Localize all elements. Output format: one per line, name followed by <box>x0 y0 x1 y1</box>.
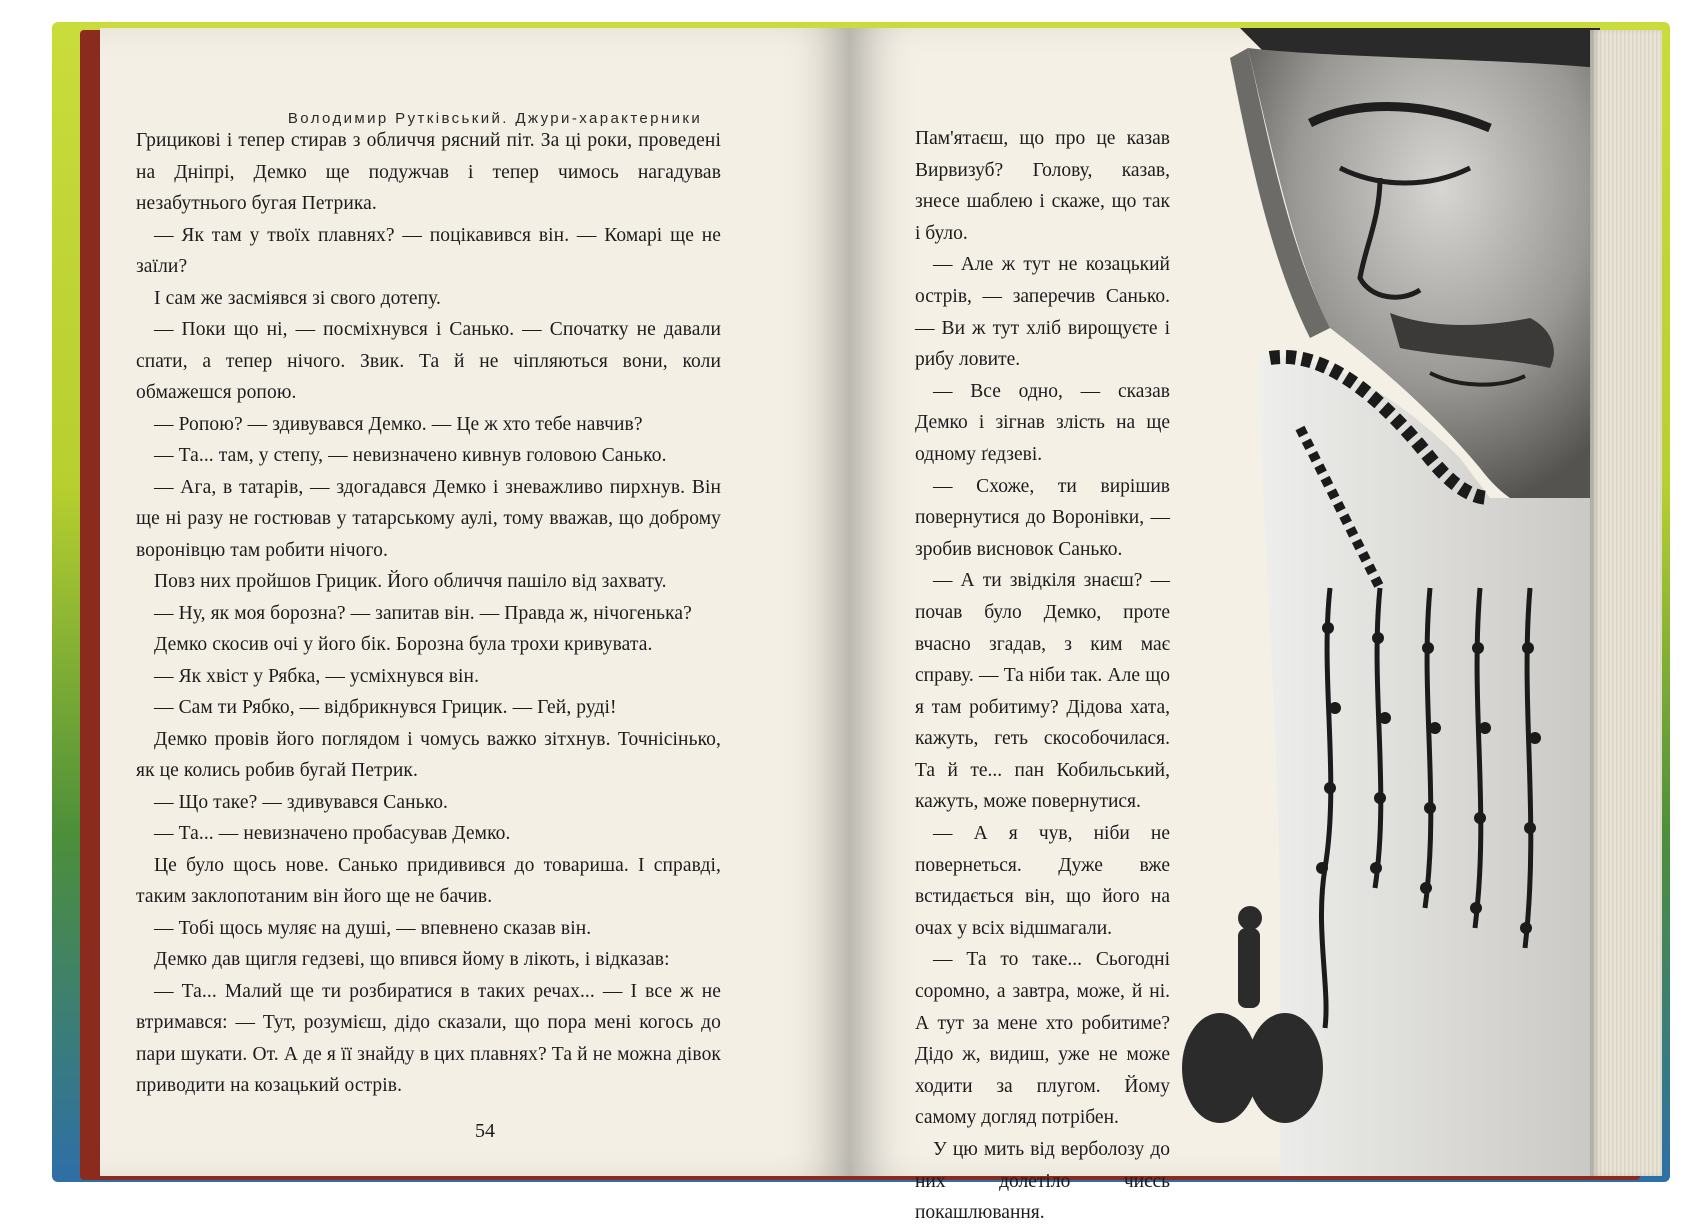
page-edges <box>1590 30 1662 1176</box>
paragraph: — Та... там, у степу, — невизначено кивнув головою Санько. <box>154 445 667 466</box>
paragraph: І сам же засміявся зі свого дотепу. <box>154 287 442 309</box>
page-number: 54 <box>475 1120 495 1142</box>
left-page-text <box>136 125 721 1102</box>
running-head: Володимир Рутківський. Джури-характерники <box>287 110 703 127</box>
paragraph: — Сам ти Рябко, — відбрикнувся Грицик. — Гей, руді! <box>154 697 617 718</box>
paragraph: Повз них пройшов Грицик. Його обличчя пашіло від захвату. <box>154 571 667 592</box>
paragraph: — Ну, як моя борозна? — запитав він. — Правда ж, нічогенька? <box>154 602 692 624</box>
paragraph: — Ропою? — здивувався Демко. — Це ж хто тебе навчив? <box>154 413 643 435</box>
paragraph: — А ти звідкіля знаєш? — почав було Демко, проте вчасно згадав, з ким має справу. — Та ніби так. Але що я там робитиму? Дідова хата, кажуть, геть скособочилася. Та й те... пан Кобильський, кажуть, може повернутися. <box>915 570 1170 813</box>
paragraph: Пам'ятаєш, що про це казав Вирвизуб? Голову, казав, знесе шаблею і скаже, що так і було. <box>915 128 1170 244</box>
paragraph: Демко провів його поглядом і чомусь важко зітхнув. Точнісінько, як це колись робив бугай Петрик. <box>136 728 721 781</box>
paragraph: — А я чув, ніби не повернеться. Дуже вже встидається він, що його на очах у всіх відшмагали. <box>915 823 1170 939</box>
paragraph: Демко дав щигля гедзеві, що впився йому в лікоть, і відказав: <box>154 949 670 970</box>
paragraph: У цю мить від верболозу до них долетіло чиєсь покашлювання. <box>915 1139 1170 1224</box>
paragraph: — Але ж тут не козацький острів, — заперечив Санько. — Ви ж тут хліб вирощуєте і рибу ловите. <box>915 254 1170 371</box>
cossack-illustration <box>1130 28 1600 1176</box>
paragraph: Грицикові і тепер стирав з обличчя рясний піт. За ці роки, проведені на Дніпрі, Демко ще подужчав і тепер чимось нагадував незабутнього бугая Петрика. <box>136 130 721 214</box>
paragraph: — Як хвіст у Рябка, — усміхнувся він. <box>154 665 480 687</box>
paragraph: — Та то таке... Сьогодні соромно, а завтра, може, й ні. А тут за мене хто робитиме? Дідо ж, видиш, уже не може ходити за плугом. Йому самому догляд потрібен. <box>915 949 1170 1129</box>
paragraph: — Ага, в татарів, — здогадався Демко і зневажливо пирхнув. Він ще ні разу не гостював у татарському аулі, тому вважав, що доброму воронівцю там робити нічого. <box>136 476 721 561</box>
paragraph: — Як там у твоїх плавнях? — поцікавився він. — Комарі ще не заїли? <box>136 224 721 277</box>
paragraph: — Та... — невизначено пробасував Демко. <box>154 823 511 844</box>
right-page <box>850 28 1595 1224</box>
paragraph: — Поки що ні, — посміхнувся і Санько. — Спочатку не давали спати, а тепер нічого. Звик. Та й не чіпляються вони, коли обмажешся ропою. <box>136 319 721 403</box>
paragraph: — Та... Малий ще ти розбиратися в таких речах... — І все ж не втримався: — Тут, розумієш, дідо сказали, що пора мені когось до пари шукати. От. А де я її знайду в цих плавнях? Та й не можна дівок приводити на козацький острів. <box>136 980 721 1096</box>
paragraph: Демко скосив очі у його бік. Борозна була трохи кривувата. <box>154 634 653 655</box>
paragraph: — Що таке? — здивувався Санько. <box>154 791 449 813</box>
paragraph: Це було щось нове. Санько придивився до товариша. І справді, таким заклопотаним він його ще не бачив. <box>136 854 721 907</box>
paragraph: — Тобі щось муляє на душі, — впевнено сказав він. <box>154 917 592 939</box>
paragraph: — Схоже, ти вирішив повернутися до Воронівки, — зробив висновок Санько. <box>915 475 1170 560</box>
paragraph: — Все одно, — сказав Демко і зігнав злість на ще одному ґедзеві. <box>915 380 1170 465</box>
